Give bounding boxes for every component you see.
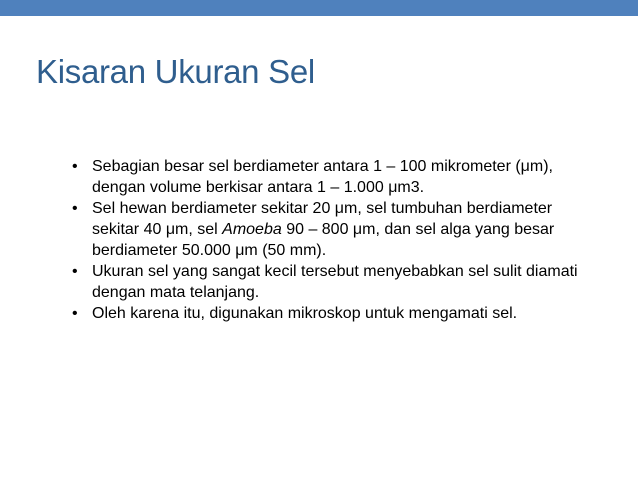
- bullet-dot: •: [72, 263, 78, 280]
- bullet-item: [72, 198, 592, 261]
- bullet-text-part: Oleh karena itu, digunakan mikroskop untuk mengamati sel.: [92, 305, 518, 322]
- bullet-text-part: Sebagian besar sel berdiameter antara 1 – 100 mikrometer (μm), dengan volume berkisar antara 1 – 1.000 μm3.: [92, 158, 553, 196]
- bullet-text: [92, 200, 554, 259]
- bullet-text: [92, 158, 553, 196]
- bullet-dot: •: [72, 305, 78, 322]
- bullet-text-italic: Amoeba: [222, 221, 282, 238]
- bullet-dot: •: [72, 158, 78, 175]
- bullet-item: [72, 261, 592, 303]
- bullet-list: [72, 156, 592, 324]
- bullet-item: [72, 303, 592, 324]
- bullet-text-part: Ukuran sel yang sangat kecil tersebut menyebabkan sel sulit diamati dengan mata telanjang.: [92, 263, 578, 301]
- bullet-item: [72, 156, 592, 198]
- top-accent-bar: [0, 0, 638, 16]
- bullet-text: [92, 305, 517, 322]
- slide-title: Kisaran Ukuran Sel: [36, 53, 315, 90]
- bullet-text-part: Sel hewan berdiameter sekitar 20 μm, sel tumbuhan berdiameter sekitar 40 μm, sel: [92, 200, 553, 238]
- bullet-dot: •: [72, 200, 78, 217]
- bullet-text-part: 90 – 800 μm, dan sel alga yang besar berdiameter 50.000 μm (50 mm).: [92, 221, 555, 259]
- bullet-text: [92, 263, 578, 301]
